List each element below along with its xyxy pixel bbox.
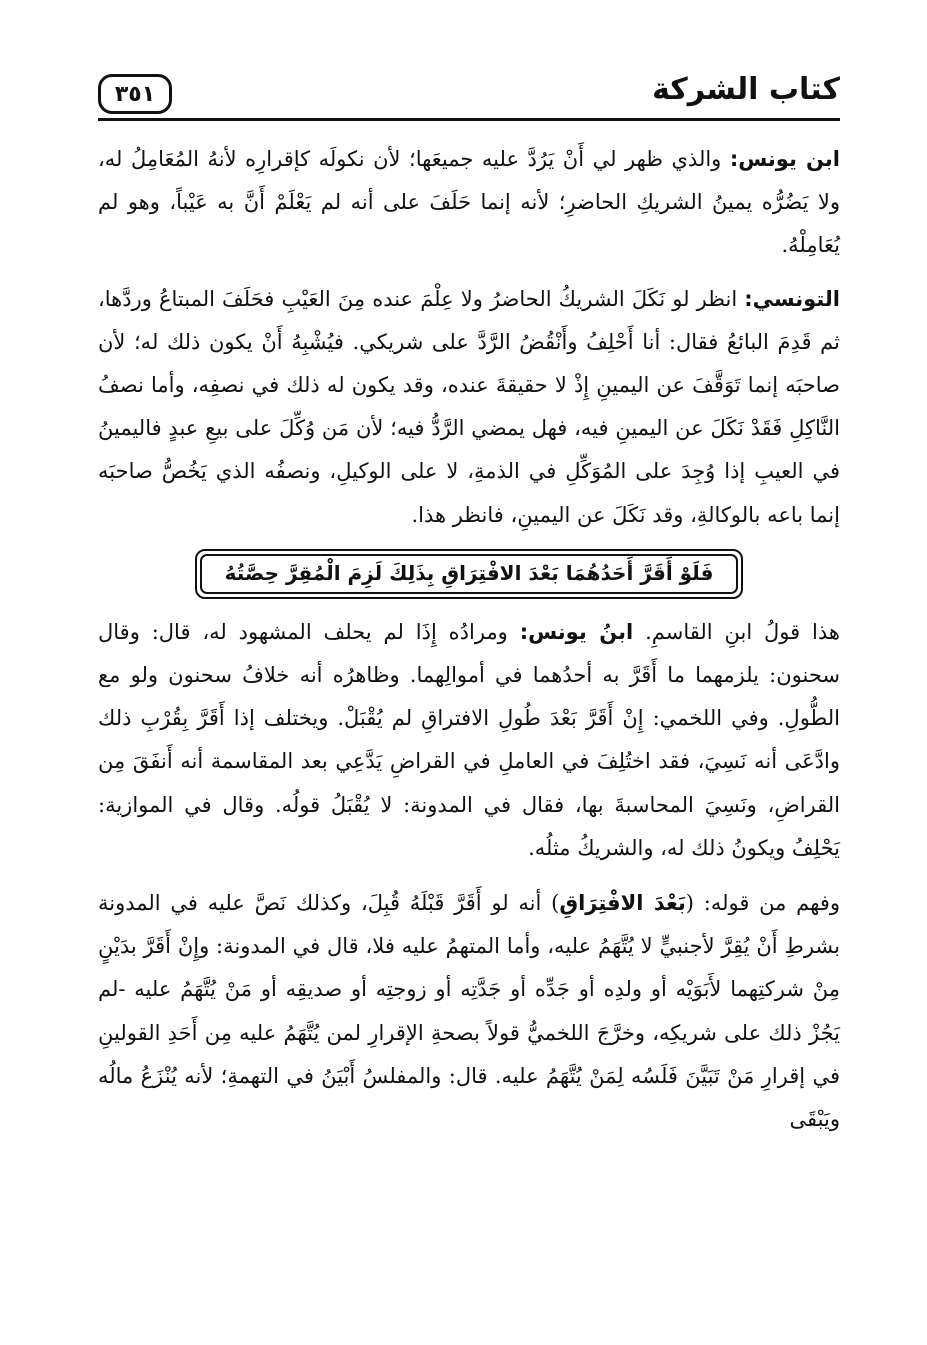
paragraph-lead: وفهم من قوله: (	[685, 891, 840, 916]
quoted-matn-term: بَعْدَ الافْتِرَاقِ	[559, 891, 686, 916]
speaker-label: التونسي:	[744, 286, 840, 311]
header-rule	[98, 118, 840, 121]
page-number-text: ٣٥١	[114, 81, 156, 107]
paragraph-text: ومرادُه إِذَا لم يحلف المشهود له، قال: وقال سحنون: يلزمهما ما أَقَرَّ به أحدُهما في أموالِهما. وظاهرُه أنه خلافُ سحنون ولو مع الطُّولِ. وفي اللخمي: إِنْ أَقَرَّ بَعْدَ طُولِ الافتراقِ لم يُقْبَلْ. ويختلف إذا أَقَرَّ بِقُرْبِ ذلك وادَّعَى أنه نَسِيَ، فقد اختُلِفَ في العاملِ في القراضِ يَدَّعِي بعد المقاسمة أنه أَنفَقَ مِن القراضِ، ونَسِيَ المحاسبةَ بها، فقال في المدونة: لا يُقْبَلُ قولُه. وقال في الموازية: يَحْلِفُ ويكونُ ذلك له، والشريكُ مثلُه.	[98, 619, 840, 860]
matn-text: فَلَوْ أَقَرَّ أَحَدُهُمَا بَعْدَ الافْتِرَاقِ بِذَلِكَ لَزِمَ الْمُقِرَّ حِصَّتُهُ	[200, 554, 738, 594]
paragraph-text: انظر لو نَكَلَ الشريكُ الحاضرُ ولا عِلْمَ عنده مِنَ العَيْبِ فحَلَفَ المبتاعُ وردَّها، ثم قَدِمَ البائعُ فقال: أنا أَحْلِفُ وأَنْقُضُ الرَّدَّ على شريكي. فيُشْبِهُ أَنْ يكون ذلك له؛ لأن صاحبَه إنما تَوَقَّفَ عن اليمينِ إِذْ لا حقيقةَ عنده، وقد يكون له ذلك في نصفِه، وأما نصفُ النَّاكِلِ فَقَدْ نَكَلَ عن اليمينِ فيه، فهل يمضي الرَّدُّ فيه؛ لأن مَن وُكِّلَ على بيعِ عبدٍ فاليمينُ في العيبِ إذا وُجِدَ على المُوَكِّلِ في الذمةِ، لا على الوكيلِ، ونصفُه الذي يَخُصُّ صاحبَه إنما باعه بالوكالةِ، وقد نَكَلَ عن اليمينِ، فانظر هذا.	[98, 286, 840, 527]
paragraph-tunisi	[98, 278, 840, 537]
page-body	[98, 138, 840, 1151]
paragraph-ibn-yunus	[98, 138, 840, 268]
page-number	[98, 74, 172, 114]
paragraph-text: والذي ظهر لي أَنْ يَرُدَّ عليه جميعَها؛ لأن نكولَه كإقرارِه لأنهُ المُعَامِلُ له، ولا يَضُرُّه يمينُ الشريكِ الحاضرِ؛ لأنه إنما حَلَفَ على أنه لم يَعْلَمْ أَنَّ به عَيْباً، وهو لم يُعَامِلْهُ.	[98, 147, 840, 258]
paragraph-text: ) أنه لو أَقَرَّ قَبْلَهُ قُبِلَ، وكذلك نَصَّ عليه في المدونة بشرطِ أَنْ يُقِرَّ لأجنبيٍّ لا يُتَّهَمُ عليه، وأما المتهمُ عليه فلا، قال في المدونة: وإِنْ أَقَرَّ بدَيْنٍ مِنْ شركتِهما لأَبَوَيْه أو ولدِه أو جَدِّه أو جَدَّتِه أو زوجتِه أو صديقِه أو مَنْ يُتَّهَمُ عليه -لم يَجُزْ ذلك على شريكِه، وخرَّجَ اللخميُّ قولاً بصحةِ الإقرارِ لمن يُتَّهَمُ عليه مِن أَحَدِ القولينِ في إقرارِ مَنْ تَبَيَّنَ فَلَسُه لِمَنْ يُتَّهَمُ عليه. قال: والمفلسُ أَبْيَنُ في التهمةِ؛ لأنه يُنْزَعُ مالُه ويَبْقَى	[98, 891, 840, 1132]
paragraph-inference	[98, 882, 840, 1141]
speaker-label: ابن يونس:	[729, 147, 840, 171]
paragraph-commentary	[98, 611, 840, 870]
paragraph-lead: هذا قولُ ابنِ القاسمِ.	[633, 619, 840, 644]
running-title: كتاب الشركة	[652, 72, 840, 107]
matn-frame	[195, 549, 743, 599]
speaker-label: ابنُ يونس:	[519, 619, 634, 644]
